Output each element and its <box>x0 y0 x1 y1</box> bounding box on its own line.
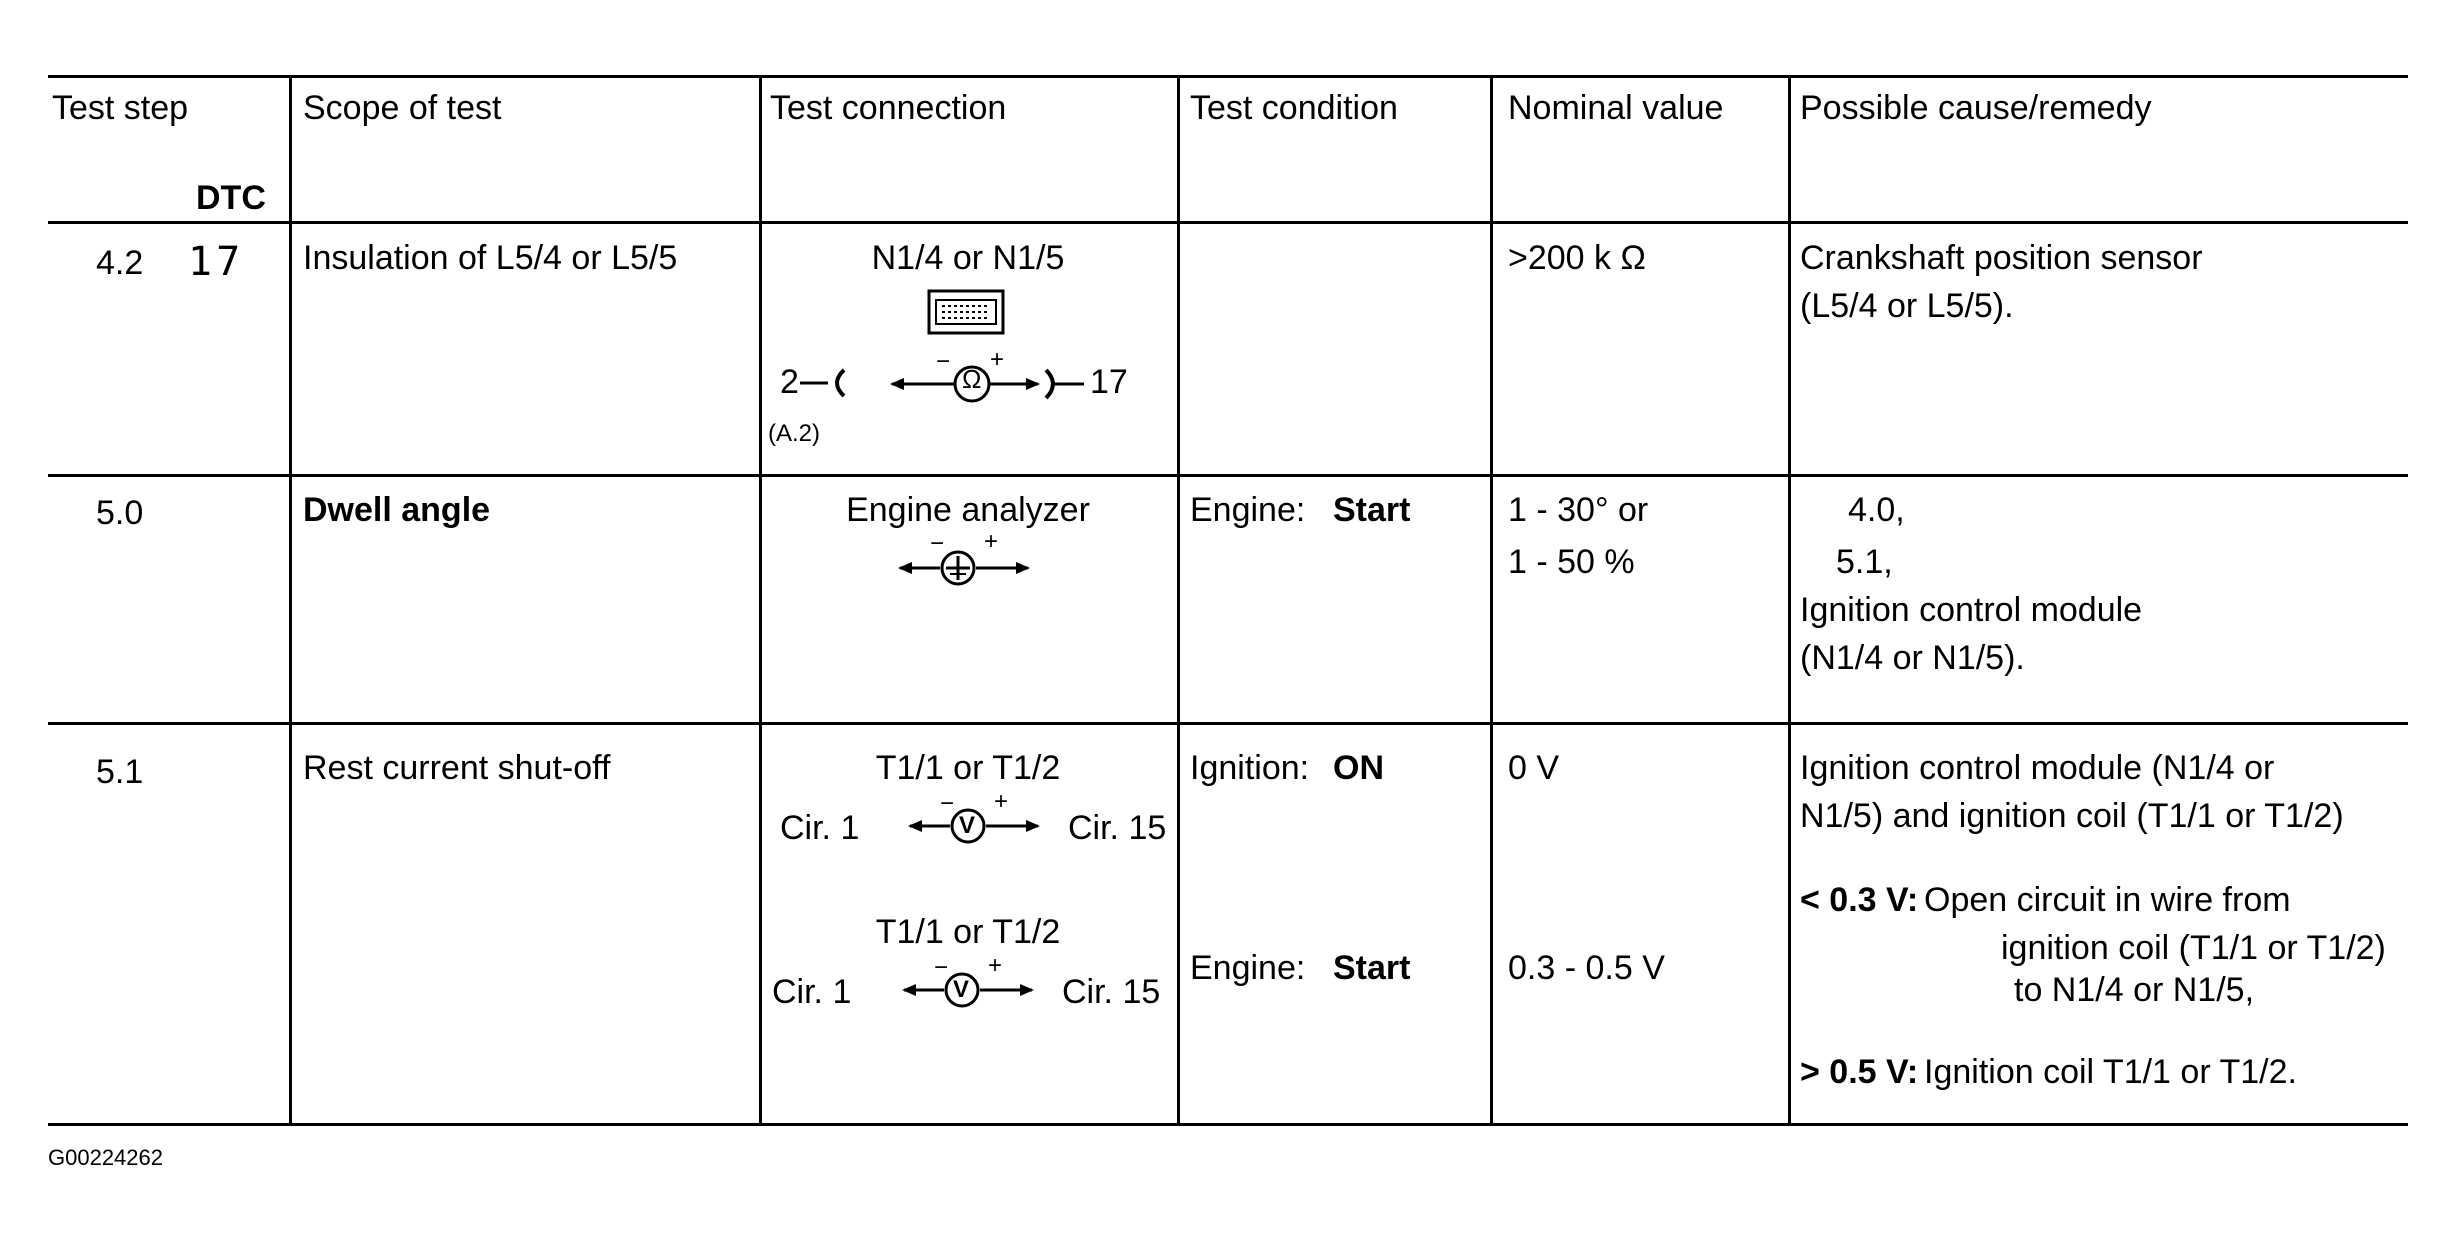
header-connection: Test connection <box>770 89 1007 127</box>
row-2-remedy-line-2: 5.1, <box>1836 543 1893 581</box>
row-3-remedy-low-line-3: to N1/4 or N1/5, <box>2014 971 2255 1009</box>
figure-id: G00224262 <box>48 1145 163 1170</box>
engine-analyzer-icon <box>896 542 1036 590</box>
table-bottom-rule <box>48 1123 2408 1126</box>
plus-sign: + <box>984 528 999 555</box>
table-top-rule <box>48 75 2408 78</box>
row-3-device-b: T1/1 or T1/2 <box>875 913 1061 951</box>
plus-sign: + <box>994 788 1009 815</box>
column-divider <box>759 75 762 1125</box>
row-1-scope: Insulation of L5/4 or L5/5 <box>303 239 678 277</box>
row-2-condition-label: Engine: <box>1190 491 1306 529</box>
row-3-nominal-a: 0 V <box>1508 749 1560 787</box>
row-2-nominal-line-2: 1 - 50 % <box>1508 543 1635 581</box>
row-1-pin-right: 17 <box>1090 363 1128 401</box>
row-3-remedy-low-line-2: ignition coil (T1/1 or T1/2) <box>2001 929 2386 967</box>
voltmeter-symbol: V <box>959 812 976 839</box>
row-3-circuit-left-a: Cir. 1 <box>780 809 860 847</box>
row-3-condition-b-label: Engine: <box>1190 949 1306 987</box>
row-2-scope: Dwell angle <box>303 491 491 529</box>
row-3-circuit-right-a: Cir. 15 <box>1068 809 1167 847</box>
row-1-remedy-line-1: Crankshaft position sensor <box>1800 239 2203 277</box>
row-1-pin-left: 2 <box>780 363 799 401</box>
voltmeter-symbol: V <box>953 976 970 1003</box>
row-3-remedy-low-label: < 0.3 V: <box>1800 881 1919 919</box>
row-1-dtc-code: 17 <box>188 239 245 285</box>
minus-sign: − <box>930 530 945 557</box>
ohm-symbol: Ω <box>962 364 982 394</box>
column-divider <box>289 75 292 1125</box>
row-3-step: 5.1 <box>96 753 144 791</box>
row-2-nominal-line-1: 1 - 30° or <box>1508 491 1649 529</box>
connector-block-icon <box>928 290 1004 334</box>
minus-sign: − <box>936 348 951 375</box>
row-1-bottom-rule <box>48 474 2408 477</box>
row-2-bottom-rule <box>48 722 2408 725</box>
voltmeter-icon <box>900 964 1040 1016</box>
row-2-remedy-line-3: Ignition control module <box>1800 591 2143 629</box>
socket-left-icon <box>800 366 852 400</box>
plus-sign: + <box>988 952 1003 979</box>
header-scope: Scope of test <box>303 89 502 127</box>
header-nominal: Nominal value <box>1508 89 1724 127</box>
row-3-scope: Rest current shut-off <box>303 749 611 787</box>
header-test-step: Test step <box>52 89 189 127</box>
row-3-remedy-intro-2: N1/5) and ignition coil (T1/1 or T1/2) <box>1800 797 2344 835</box>
header-dtc: DTC <box>196 179 266 217</box>
header-bottom-rule <box>48 221 2408 224</box>
row-3-condition-a-label: Ignition: <box>1190 749 1310 787</box>
header-condition: Test condition <box>1190 89 1398 127</box>
row-3-nominal-b: 0.3 - 0.5 V <box>1508 949 1665 987</box>
minus-sign: − <box>940 790 955 817</box>
column-divider <box>1177 75 1180 1125</box>
row-3-condition-a-value: ON <box>1333 749 1384 787</box>
column-divider <box>1788 75 1791 1125</box>
row-3-remedy-low-line-1: Open circuit in wire from <box>1924 881 2291 919</box>
voltmeter-icon <box>906 800 1046 852</box>
minus-sign: − <box>934 954 949 981</box>
row-1-step: 4.2 <box>96 244 144 282</box>
row-2-remedy-line-1: 4.0, <box>1848 491 1905 529</box>
column-divider <box>1490 75 1493 1125</box>
header-remedy: Possible cause/remedy <box>1800 89 2152 127</box>
row-1-nominal: >200 k Ω <box>1508 239 1646 277</box>
row-3-circuit-left-b: Cir. 1 <box>772 973 852 1011</box>
row-1-device: N1/4 or N1/5 <box>871 239 1065 277</box>
row-2-remedy-line-4: (N1/4 or N1/5). <box>1800 639 2025 677</box>
row-2-condition-value: Start <box>1333 491 1411 529</box>
row-3-remedy-high-label: > 0.5 V: <box>1800 1053 1919 1091</box>
row-3-condition-b-value: Start <box>1333 949 1411 987</box>
row-1-remedy-line-2: (L5/4 or L5/5). <box>1800 287 2014 325</box>
row-3-remedy-high-text: Ignition coil T1/1 or T1/2. <box>1924 1053 2297 1091</box>
row-3-remedy-intro-1: Ignition control module (N1/4 or <box>1800 749 2275 787</box>
row-3-device-a: T1/1 or T1/2 <box>875 749 1061 787</box>
row-3-circuit-right-b: Cir. 15 <box>1062 973 1161 1011</box>
row-2-step: 5.0 <box>96 494 144 532</box>
plus-sign: + <box>990 346 1005 373</box>
row-1-ref: (A.2) <box>768 420 821 447</box>
ohmmeter-icon <box>888 352 1088 412</box>
row-2-device: Engine analyzer <box>846 491 1090 529</box>
